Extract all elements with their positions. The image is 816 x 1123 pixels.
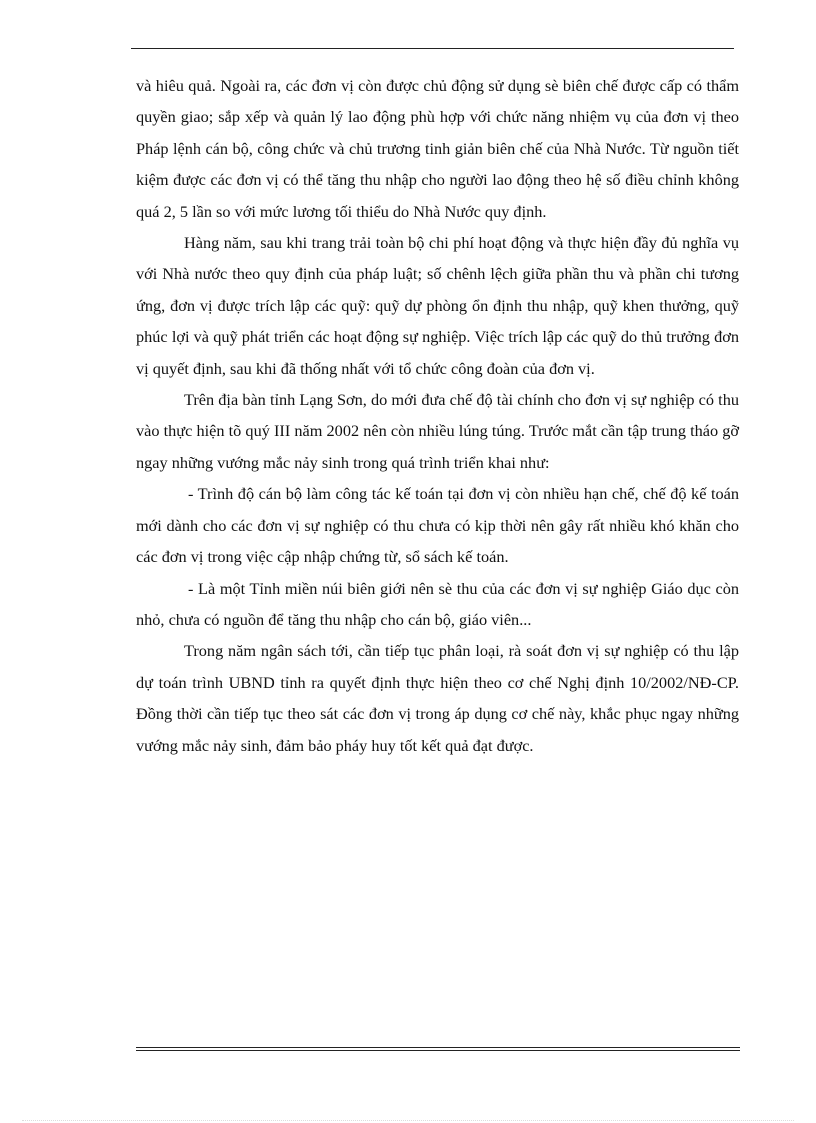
list-item-2: - Là một Tỉnh miền núi biên giới nên sè thu của các đơn vị sự nghiệp Giáo dục còn nhỏ, chưa có nguồn để tăng thu nhập cho cán bộ, giáo viên... <box>136 578 739 629</box>
header-rule <box>131 48 734 49</box>
body-text <box>136 70 739 761</box>
paragraph-4: Trong năm ngân sách tới, cần tiếp tục phân loại, rà soát đơn vị sự nghiệp có thu lập dự toán trình UBND tỉnh ra quyết định thực hiện theo cơ chế Nghị định 10/2002/NĐ-CP. Đồng thời cần tiếp tục theo sát các đơn vị trong áp dụng cơ chế này, khắc phục ngay những vướng mắc nảy sinh, đảm bảo pháy huy tốt kết quả đạt được. <box>136 641 739 755</box>
list-item-1: - Trình độ cán bộ làm công tác kế toán tại đơn vị còn nhiều hạn chế, chế độ kế toán mới dành cho các đơn vị sự nghiệp có thu chưa có kịp thời nên gây rất nhiều khó khăn cho các đơn vị trong việc cập nhập chứng từ, sổ sách kế toán. <box>136 484 739 567</box>
page-edge-divider <box>22 1120 794 1121</box>
paragraph-3: Trên địa bàn tỉnh Lạng Sơn, do mới đưa chế độ tài chính cho đơn vị sự nghiệp có thu vào thực hiện tõ quý III năm 2002 nên còn nhiều lúng túng. Trước mắt cần tập trung tháo gỡ ngay những vướng mắc nảy sinh trong quá trình triển khai như: <box>136 390 739 472</box>
footer-rule <box>136 1047 740 1051</box>
paragraph-1: và hiêu quả. Ngoài ra, các đơn vị còn được chủ động sử dụng sè biên chế được cấp có thẩm quyền giao; sắp xếp và quản lý lao động phù hợp với chức năng nhiệm vụ của đơn vị theo Pháp lệnh cán bộ, công chức và chủ trương tinh giản biên chế của Nhà Nước. Từ nguồn tiết kiệm được các đơn vị có thể tăng thu nhập cho người lao động theo hệ số điều chỉnh không quá 2, 5 lần so với mức lương tối thiểu do Nhà Nước quy định. <box>136 76 739 221</box>
paragraph-2: Hàng năm, sau khi trang trải toàn bộ chi phí hoạt động và thực hiện đầy đủ nghĩa vụ với Nhà nước theo quy định của pháp luật; số chênh lệch giữa phần thu và phần chi tương ứng, đơn vị được trích lập các quỹ: quỹ dự phòng ổn định thu nhập, quỹ khen thưởng, quỹ phúc lợi và quỹ phát triển các hoạt động sự nghiệp. Việc trích lập các quỹ do thủ trưởng đơn vị quyết định, sau khi đã thống nhất với tổ chức công đoàn của đơn vị. <box>136 233 739 378</box>
